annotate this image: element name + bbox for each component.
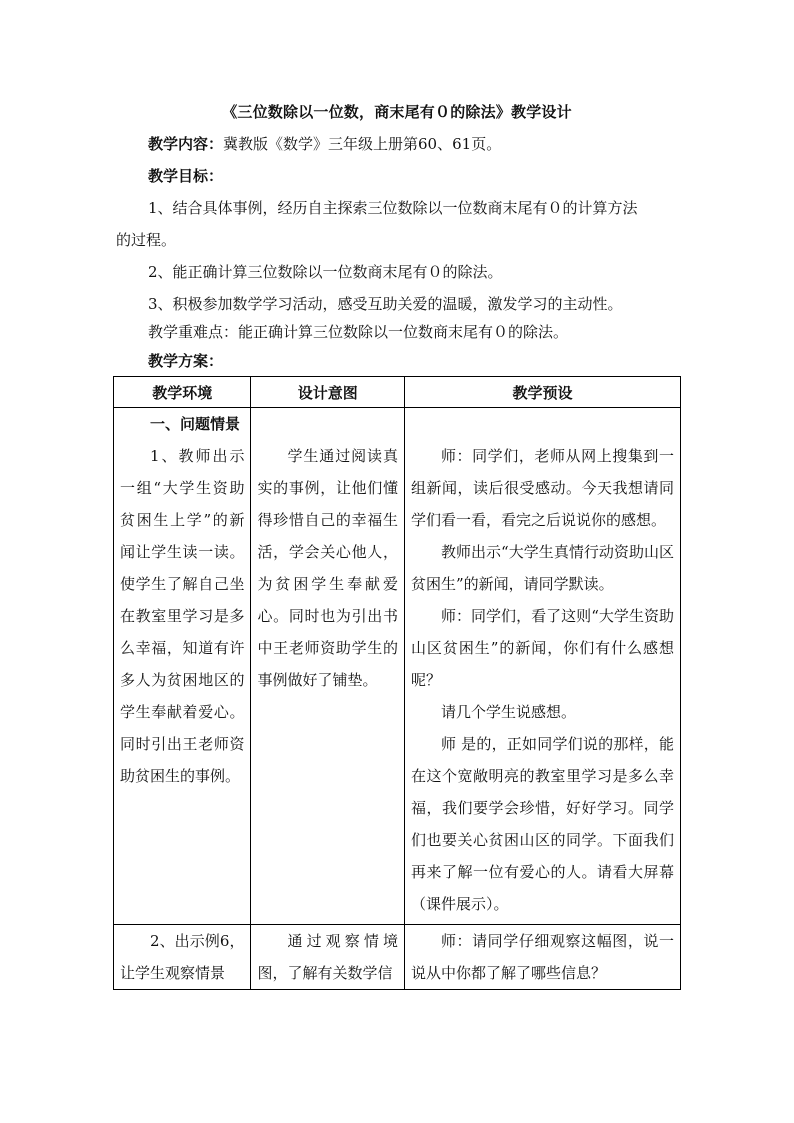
header-teaching-preset: 教学预设: [404, 377, 680, 408]
goal-1-line-1: 1、结合具体事例，经历自主探索三位数除以一位数商末尾有０的计算方法: [148, 199, 638, 217]
plan-label: 教学方案：: [148, 352, 224, 370]
row1-preset-p5: 师 是的，正如同学们说的那样，能在这个宽敞明亮的教室里学习是多么幸福，我们要学会珍惜，好好学习。同学们也要关心贫困山区的同学。下面我们再来了解一位有爱心的人。请看大屏幕（课件展示）。: [410, 735, 674, 913]
key-points: 教学重难点：能正确计算三位数除以一位数商末尾有０的除法。: [148, 323, 569, 341]
content-value: 冀教版《数学》三年级上册第60、61页。: [223, 135, 502, 153]
content-label: 教学内容：: [148, 135, 224, 153]
table-row: [114, 925, 681, 990]
goal-2: 2、能正确计算三位数除以一位数商末尾有０的除法。: [148, 263, 503, 281]
row2-preset-cell: [404, 925, 680, 990]
teaching-plan-table: [113, 376, 681, 990]
row2-intent-text: 通过观察情境图，了解有关数学信: [257, 932, 398, 982]
row2-environment-text: 2、出示例6，让学生观察情景: [120, 932, 245, 982]
section-heading: 一、问题情景: [150, 415, 241, 433]
row1-preset-p4: 请几个学生说感想。: [440, 703, 576, 721]
row1-preset-p3: 师：同学们，看了这则“大学生资助山区贫困生”的新闻，你们有什么感想呢？: [410, 607, 674, 689]
content-line: [116, 128, 718, 160]
row2-intent-cell: [251, 925, 404, 990]
row1-environment-text: 1、教师出示一组“大学生资助贫困生上学”的新闻让学生读一读。使学生了解自己坐在教室里学习是多么幸福，知道有许多人为贫困地区的学生奉献着爱心。同时引出王老师资助贫困生的事例。: [120, 447, 245, 785]
goal-3: 3、积极参加数学学习活动，感受互助关爱的温暖，激发学习的主动性。: [148, 295, 623, 313]
row1-intent-cell: [251, 408, 404, 925]
row2-preset-text: 师：请同学仔细观察这幅图，说一说从中你都了解了哪些信息？: [410, 932, 674, 982]
document-title: 《三位数除以一位数，商末尾有０的除法》教学设计: [222, 103, 572, 121]
goals-label: 教学目标：: [148, 167, 224, 185]
table-header-row: [114, 377, 681, 408]
row2-environment-cell: [114, 925, 251, 990]
row1-intent-text: 学生通过阅读真实的事例，让他们懂得珍惜自己的幸福生活，学会关心他人，为贫困学生奉献爱心。同时也为引出书中王老师资助学生的事例做好了铺垫。: [257, 447, 398, 689]
row1-preset-cell: [404, 408, 680, 925]
table-row: [114, 408, 681, 925]
row1-environment-cell: [114, 408, 251, 925]
goal-1-line-2: 的过程。: [116, 231, 177, 249]
header-teaching-environment: 教学环境: [114, 377, 251, 408]
header-design-intent: 设计意图: [251, 377, 404, 408]
row1-preset-p1: 师：同学们，老师从网上搜集到一组新闻，读后很受感动。今天我想请同学们看一看，看完之后说说你的感想。: [410, 447, 674, 529]
row1-preset-p2: 教师出示“大学生真情行动资助山区贫困生”的新闻，请同学默读。: [410, 543, 674, 593]
